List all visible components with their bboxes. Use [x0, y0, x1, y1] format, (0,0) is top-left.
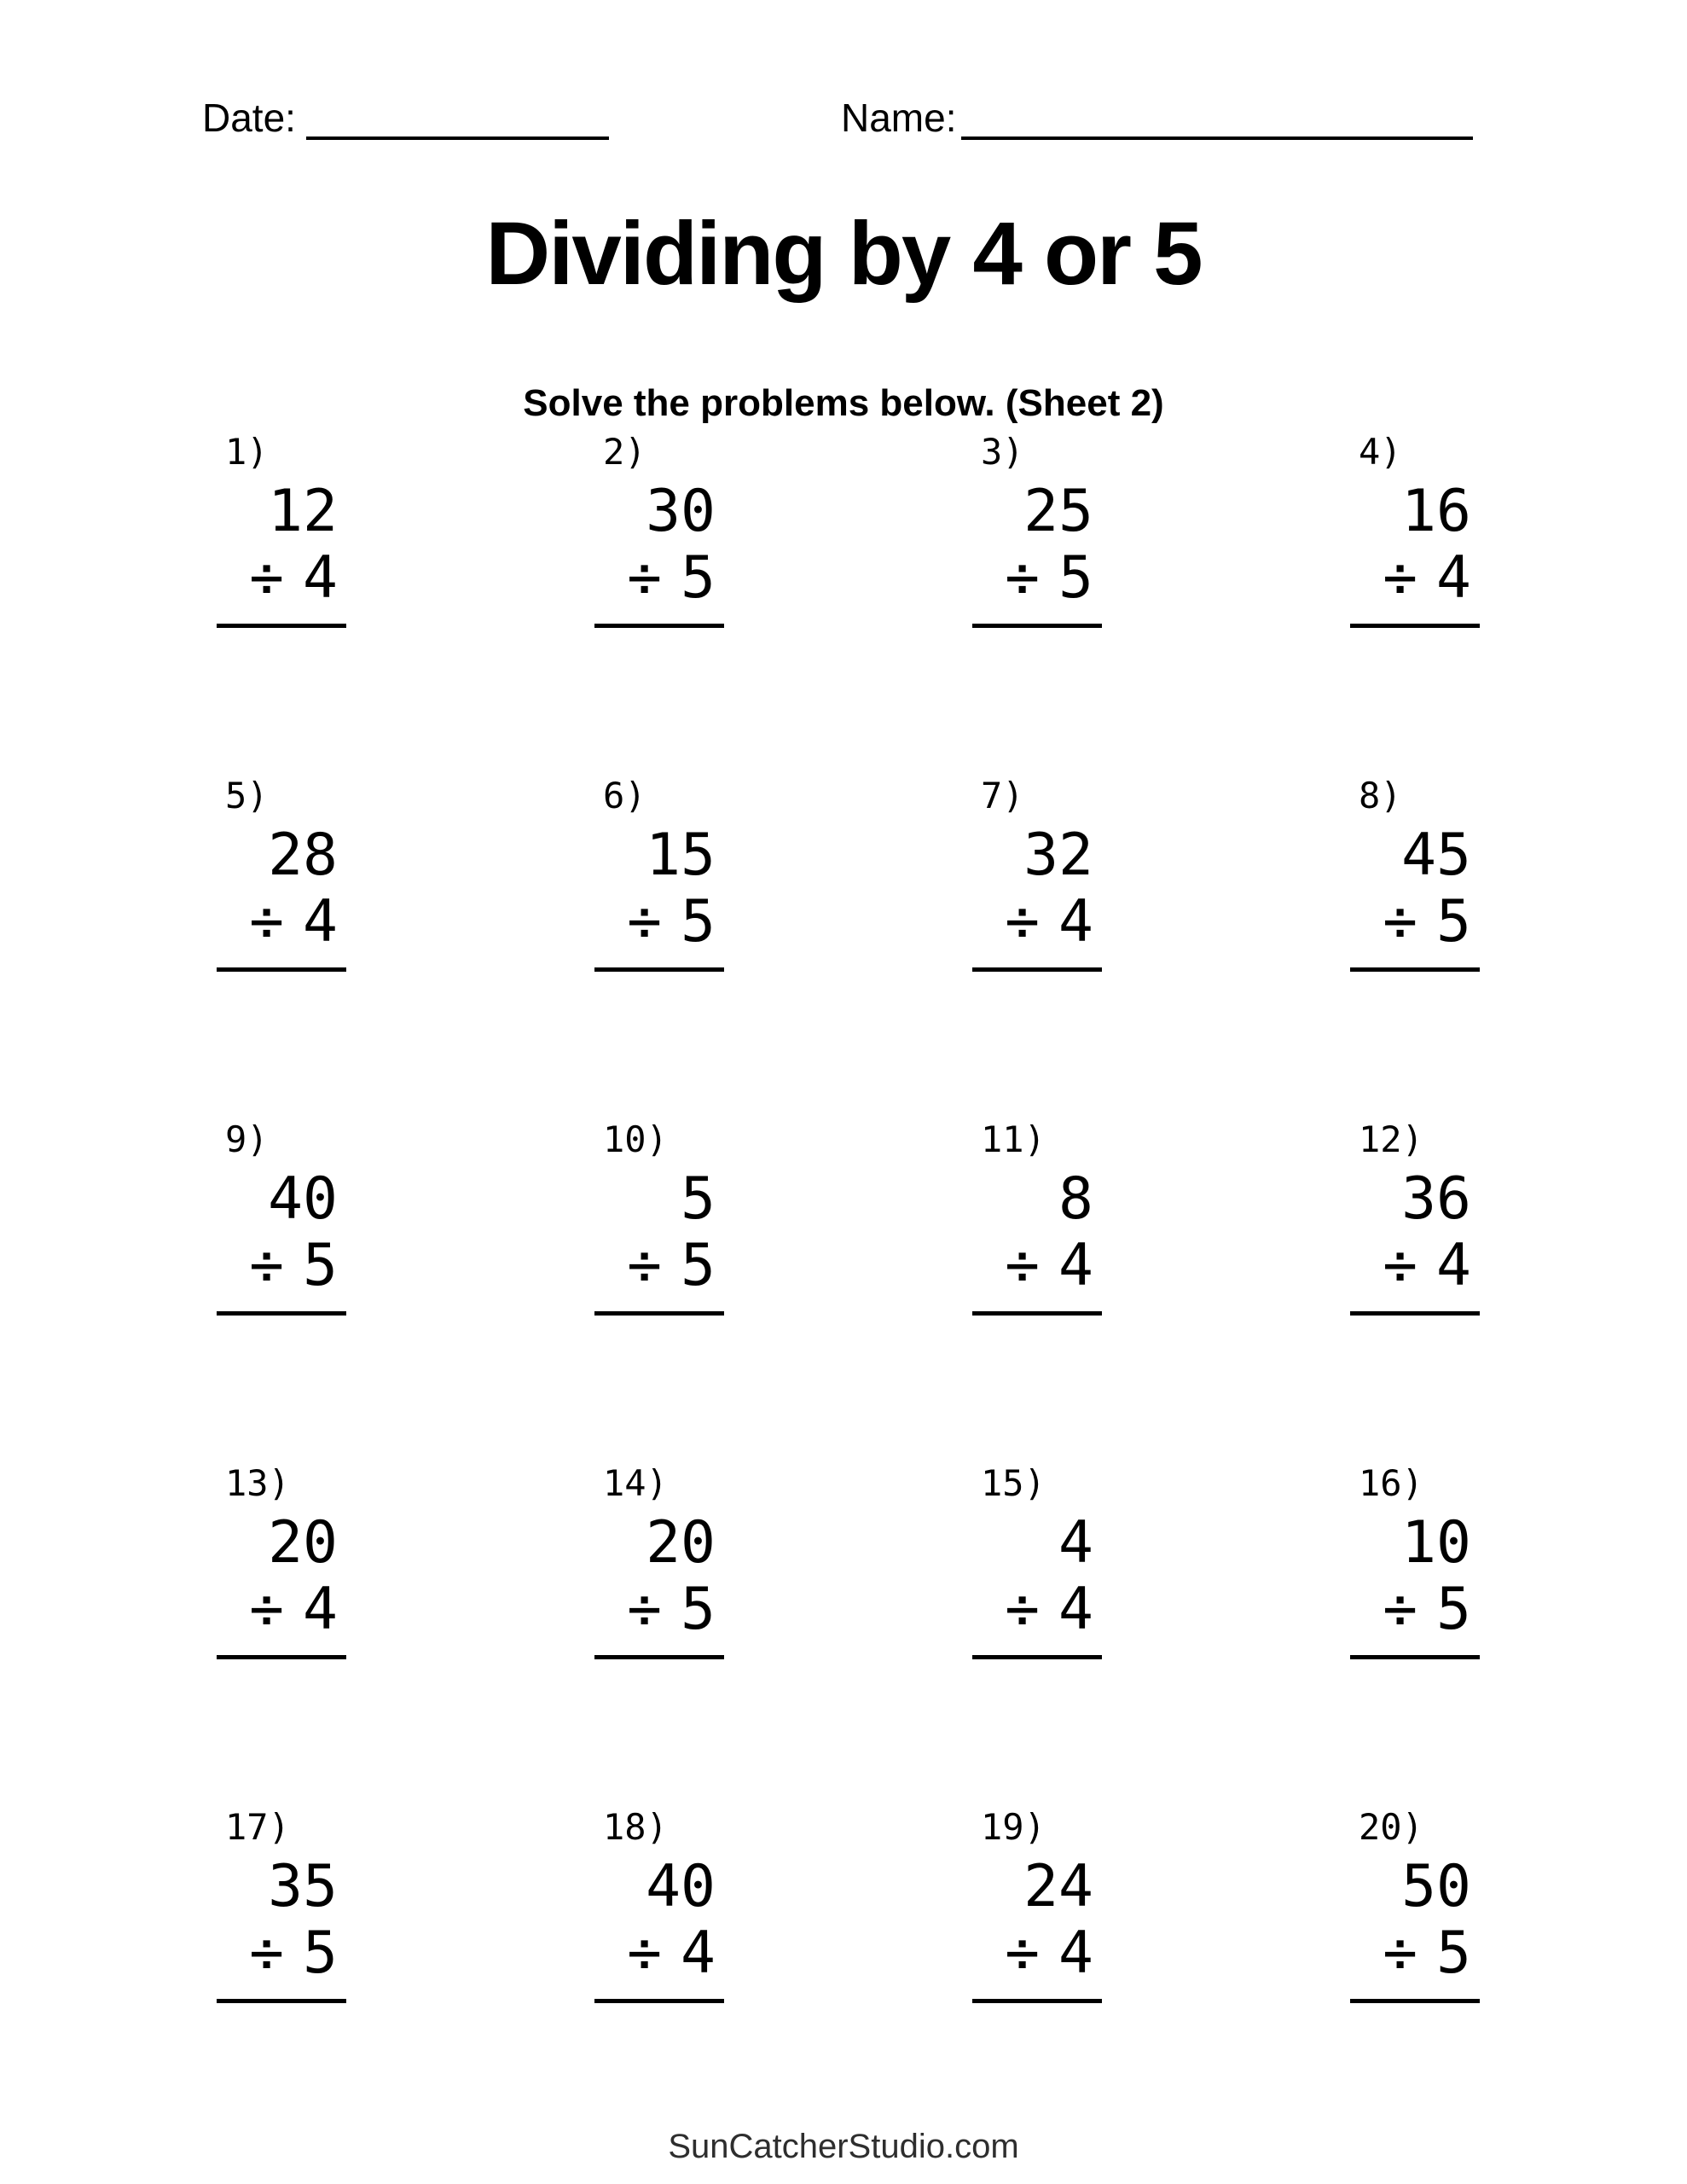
- answer-line: [594, 1999, 724, 2003]
- problem-stack: [217, 822, 346, 972]
- problem-stack: [217, 1510, 346, 1659]
- division-operator: ÷: [249, 1920, 285, 1987]
- dividend-value: 50: [1401, 1853, 1471, 1920]
- name-label: Name:: [841, 96, 957, 140]
- problem-stack: [1350, 1166, 1480, 1316]
- answer-line: [972, 624, 1102, 628]
- divisor-row: [1350, 1920, 1480, 1987]
- problem-number-label: 3): [981, 431, 1024, 473]
- problem-stack: [594, 1166, 724, 1316]
- problem-cell: [594, 1782, 972, 2126]
- division-operator: ÷: [1005, 1232, 1041, 1299]
- dividend-value: 5: [681, 1165, 716, 1233]
- problem-number-label: 2): [603, 431, 646, 473]
- division-operator: ÷: [1383, 1576, 1418, 1643]
- problem-number-label: 16): [1359, 1462, 1423, 1504]
- problem-number-label: 17): [225, 1806, 290, 1848]
- problem-cell: [1350, 1782, 1687, 2126]
- divisor-value: 4: [1058, 1920, 1093, 1987]
- divisor-row: [1350, 1577, 1480, 1643]
- division-operator: ÷: [627, 1920, 663, 1987]
- problem-stack: [217, 479, 346, 628]
- divisor-row: [217, 1920, 346, 1987]
- division-operator: ÷: [249, 1576, 285, 1643]
- answer-line: [594, 1311, 724, 1316]
- divisor-row: [594, 1920, 724, 1987]
- divisor-row: [217, 1577, 346, 1643]
- answer-line: [972, 1655, 1102, 1659]
- problem-stack: [972, 822, 1102, 972]
- problem-number-label: 18): [603, 1806, 668, 1848]
- divisor-value: 4: [1058, 1232, 1093, 1299]
- answer-line: [217, 1999, 346, 2003]
- dividend-value: 15: [646, 822, 716, 889]
- dividend-value: 30: [646, 478, 716, 545]
- problem-number-label: 19): [981, 1806, 1046, 1848]
- answer-line: [594, 624, 724, 628]
- dividend-value: 35: [268, 1853, 338, 1920]
- division-operator: ÷: [1383, 544, 1418, 612]
- answer-line: [217, 624, 346, 628]
- answer-line: [972, 1999, 1102, 2003]
- answer-line: [217, 967, 346, 972]
- problem-number-label: 5): [225, 775, 269, 816]
- name-blank-line: [961, 99, 1473, 140]
- divisor-value: 5: [303, 1232, 338, 1299]
- divisor-row: [217, 889, 346, 956]
- divisor-row: [972, 545, 1102, 612]
- problem-stack: [594, 822, 724, 972]
- problem-cell: [1350, 751, 1687, 1095]
- division-operator: ÷: [627, 1232, 663, 1299]
- divisor-row: [594, 1577, 724, 1643]
- problem-cell: [594, 751, 972, 1095]
- problem-stack: [594, 1854, 724, 2003]
- dividend-value: 20: [268, 1509, 338, 1577]
- answer-line: [594, 967, 724, 972]
- divisor-row: [594, 545, 724, 612]
- problem-cell: [594, 1095, 972, 1438]
- problem-number-label: 20): [1359, 1806, 1423, 1848]
- dividend-value: 16: [1401, 478, 1471, 545]
- dividend-value: 45: [1401, 822, 1471, 889]
- footer-credit: SunCatcherStudio.com: [668, 2128, 1019, 2165]
- divisor-row: [972, 1577, 1102, 1643]
- problem-number-label: 13): [225, 1462, 290, 1504]
- dividend-value: 12: [268, 478, 338, 545]
- problem-number-label: 12): [1359, 1118, 1423, 1160]
- dividend-value: 8: [1058, 1165, 1093, 1233]
- problem-number-label: 14): [603, 1462, 668, 1504]
- problem-stack: [1350, 479, 1480, 628]
- answer-line: [1350, 1999, 1480, 2003]
- divisor-value: 4: [681, 1920, 716, 1987]
- answer-line: [217, 1311, 346, 1316]
- divisor-value: 5: [1058, 544, 1093, 612]
- name-row: [841, 96, 1473, 140]
- divisor-value: 5: [681, 888, 716, 956]
- divisor-row: [594, 1233, 724, 1299]
- dividend-value: 10: [1401, 1509, 1471, 1577]
- dividend-value: 4: [1058, 1509, 1093, 1577]
- problem-cell: [217, 407, 594, 751]
- problem-cell: [972, 1438, 1350, 1782]
- problem-cell: [217, 751, 594, 1095]
- problem-number-label: 7): [981, 775, 1024, 816]
- problem-number-label: 10): [603, 1118, 668, 1160]
- dividend-value: 25: [1023, 478, 1093, 545]
- divisor-value: 4: [1436, 1232, 1471, 1299]
- answer-line: [1350, 1311, 1480, 1316]
- problem-cell: [1350, 407, 1687, 751]
- division-operator: ÷: [1383, 1920, 1418, 1987]
- problem-cell: [972, 1095, 1350, 1438]
- problem-number-label: 11): [981, 1118, 1046, 1160]
- problem-number-label: 15): [981, 1462, 1046, 1504]
- problem-cell: [1350, 1095, 1687, 1438]
- dividend-value: 24: [1023, 1853, 1093, 1920]
- problem-cell: [217, 1438, 594, 1782]
- problems-grid: [217, 407, 1687, 2126]
- problem-stack: [1350, 822, 1480, 972]
- date-label: Date:: [202, 96, 296, 140]
- problem-stack: [972, 1166, 1102, 1316]
- dividend-value: 40: [268, 1165, 338, 1233]
- divisor-row: [594, 889, 724, 956]
- dividend-value: 40: [646, 1853, 716, 1920]
- problem-cell: [972, 1782, 1350, 2126]
- divisor-row: [1350, 889, 1480, 956]
- division-operator: ÷: [249, 544, 285, 612]
- divisor-row: [217, 1233, 346, 1299]
- answer-line: [594, 1655, 724, 1659]
- division-operator: ÷: [627, 888, 663, 956]
- problem-number-label: 9): [225, 1118, 269, 1160]
- divisor-value: 5: [1436, 1576, 1471, 1643]
- division-operator: ÷: [1005, 888, 1041, 956]
- divisor-value: 5: [1436, 1920, 1471, 1987]
- answer-line: [1350, 967, 1480, 972]
- answer-line: [217, 1655, 346, 1659]
- divisor-value: 5: [303, 1920, 338, 1987]
- problem-stack: [972, 1510, 1102, 1659]
- divisor-row: [1350, 1233, 1480, 1299]
- divisor-row: [217, 545, 346, 612]
- answer-line: [1350, 1655, 1480, 1659]
- divisor-value: 5: [681, 1232, 716, 1299]
- problem-stack: [1350, 1854, 1480, 2003]
- answer-line: [972, 967, 1102, 972]
- divisor-value: 4: [303, 1576, 338, 1643]
- divisor-row: [972, 1920, 1102, 1987]
- division-operator: ÷: [627, 1576, 663, 1643]
- division-operator: ÷: [1383, 888, 1418, 956]
- division-operator: ÷: [1005, 1576, 1041, 1643]
- problem-cell: [594, 1438, 972, 1782]
- dividend-value: 20: [646, 1509, 716, 1577]
- problem-cell: [217, 1095, 594, 1438]
- division-operator: ÷: [1383, 1232, 1418, 1299]
- divisor-value: 5: [681, 544, 716, 612]
- problem-stack: [217, 1854, 346, 2003]
- problem-cell: [594, 407, 972, 751]
- divisor-row: [1350, 545, 1480, 612]
- dividend-value: 36: [1401, 1165, 1471, 1233]
- problem-number-label: 4): [1359, 431, 1402, 473]
- date-row: [202, 96, 609, 140]
- divisor-value: 4: [303, 544, 338, 612]
- problem-number-label: 8): [1359, 775, 1402, 816]
- divisor-row: [972, 889, 1102, 956]
- divisor-value: 4: [1436, 544, 1471, 612]
- division-operator: ÷: [627, 544, 663, 612]
- problem-stack: [594, 1510, 724, 1659]
- problem-cell: [972, 751, 1350, 1095]
- dividend-value: 28: [268, 822, 338, 889]
- divisor-value: 4: [303, 888, 338, 956]
- problem-cell: [1350, 1438, 1687, 1782]
- problem-cell: [972, 407, 1350, 751]
- page-subtitle: Solve the problems below. (Sheet 2): [523, 382, 1164, 424]
- division-operator: ÷: [1005, 1920, 1041, 1987]
- date-blank-line: [306, 99, 609, 140]
- answer-line: [1350, 624, 1480, 628]
- page-title: Dividing by 4 or 5: [485, 204, 1202, 304]
- problem-number-label: 1): [225, 431, 269, 473]
- problem-stack: [972, 1854, 1102, 2003]
- division-operator: ÷: [249, 888, 285, 956]
- problem-stack: [972, 479, 1102, 628]
- divisor-row: [972, 1233, 1102, 1299]
- division-operator: ÷: [249, 1232, 285, 1299]
- divisor-value: 5: [1436, 888, 1471, 956]
- dividend-value: 32: [1023, 822, 1093, 889]
- division-operator: ÷: [1005, 544, 1041, 612]
- answer-line: [972, 1311, 1102, 1316]
- divisor-value: 4: [1058, 1576, 1093, 1643]
- problem-stack: [217, 1166, 346, 1316]
- divisor-value: 4: [1058, 888, 1093, 956]
- problem-stack: [594, 479, 724, 628]
- problem-stack: [1350, 1510, 1480, 1659]
- problem-cell: [217, 1782, 594, 2126]
- divisor-value: 5: [681, 1576, 716, 1643]
- problem-number-label: 6): [603, 775, 646, 816]
